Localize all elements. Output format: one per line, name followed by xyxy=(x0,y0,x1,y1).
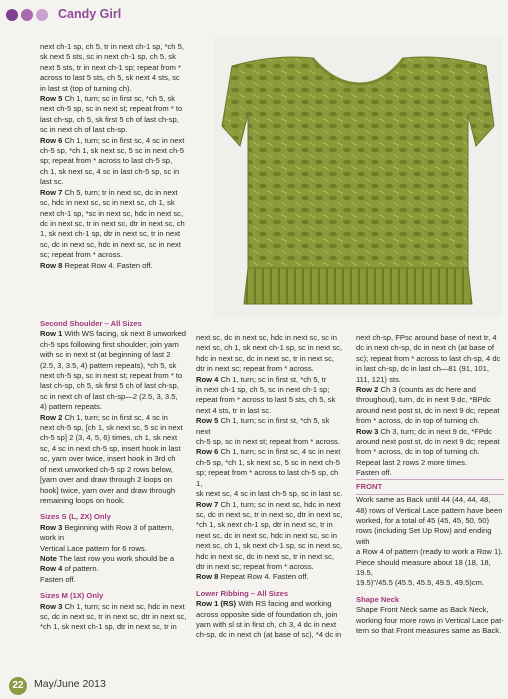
row-label: Row 3 xyxy=(40,601,63,611)
text-line: next sc, ch 1, sk next ch-1 sp, sc in next sc, xyxy=(196,343,343,353)
text-line: ch 1, sk next sc, 4 sc in last ch-5 sp, sc in xyxy=(40,166,180,176)
text-line: sc, dc in next sc, tr in next sc, dtr in next sc, xyxy=(40,611,187,621)
text-line: sk next sc, 4 sc in last ch-5 sp, sc in last sc. xyxy=(196,489,343,499)
row-label: Row 4 xyxy=(196,374,219,384)
page-header xyxy=(0,0,508,26)
text-line xyxy=(40,136,190,146)
row-text: Ch 1, turn; sc in next sc, hdc in next xyxy=(62,601,185,611)
text-line: dc in next ch-sp, dc in next ch (at base of xyxy=(356,343,495,353)
text-line: next sc, ch 1, sk next ch-1 sp, sc in next sc, xyxy=(196,541,343,551)
text-line: Sizes M (1X) Only xyxy=(40,591,104,601)
text-line xyxy=(196,416,344,437)
text-line: around next post st, dc in next 9 dc; repeat xyxy=(356,405,500,415)
text-line: 48) rows of Vertical Lace pattern have been xyxy=(356,505,503,515)
text-line: across opposite side of foundation ch, join xyxy=(196,609,338,619)
text-line: Sizes S (L, 2X) Only xyxy=(40,512,111,522)
text-line: worked, for a total of 45 (45, 45, 50, 50) xyxy=(356,515,489,525)
text-line: remaining loops on hook. xyxy=(40,495,125,505)
text-line xyxy=(196,375,344,385)
text-line: sc in next ch of last ch-sp. xyxy=(40,125,128,135)
text-line: sc in next ch of last ch-sp—2 (2.5, 3, 3.5, xyxy=(40,391,178,401)
text-line: sc, dc in next sc, hdc in next sc, sc in next xyxy=(40,239,181,249)
text-line: last ch-sp, ch 5, sk first 5 ch of last ch-sp, xyxy=(40,381,179,391)
row-label: Row 3 xyxy=(356,426,379,436)
text-line xyxy=(196,447,344,457)
text-line: next sc, dc in next sc, hdc in next sc, sc in xyxy=(196,530,337,540)
text-line: sc, yarn over twice, insert hook in 3rd ch xyxy=(40,454,176,464)
text-line: of next unworked ch-5 sp 2 rows below, xyxy=(40,464,173,474)
text-line: Shape Front Neck same as Back Neck, xyxy=(356,605,489,615)
row-text: Ch 1, turn; sc in first sc, *ch 5, sk xyxy=(62,94,176,104)
row-label: Row 4 xyxy=(40,564,63,574)
text-line: next 5 sts, tr in next ch-1 sp; repeat from * xyxy=(40,62,181,72)
text-line xyxy=(40,602,190,612)
text-line: with sc in next st (at beginning of last 2 xyxy=(40,350,171,360)
text-line: from * across, dc in top of turning ch. xyxy=(356,416,480,426)
text-line xyxy=(356,385,504,395)
text-line: next ch-5 sp, [ch 1, sk next sc, 5 sc in next xyxy=(40,423,183,433)
row-text: Ch 1, turn; sc in first st, *ch 5, tr xyxy=(218,374,327,384)
text-line: in last ch-sp, dc in last ch—81 (91, 101, xyxy=(356,364,489,374)
row-text: Repeat Row 4. Fasten off. xyxy=(62,260,153,270)
column-1-top xyxy=(40,42,190,271)
text-line: a Row 4 of pattern (ready to work a Row 1). xyxy=(356,547,503,557)
text-line: ch-sp, dc in next ch (at base of sc), *4 dc in xyxy=(196,630,342,640)
row-label: Row 5 xyxy=(40,94,63,104)
text-line: Fasten off. xyxy=(40,574,76,584)
text-line: ch-5 sp] 2 (3, 4, 5, 6) times, ch 1, sk next xyxy=(40,433,178,443)
text-line: next ch-1 sp, ch 5, tr in next ch-1 sp, *ch 5, xyxy=(40,42,184,51)
text-line: next ch-1 sp, *sc in next sc, hdc in next sc, xyxy=(40,208,184,218)
text-line xyxy=(196,500,344,510)
text-line xyxy=(40,188,190,198)
row-text: With RS facing and working xyxy=(236,599,332,609)
row-label: Row 8 xyxy=(196,572,219,582)
text-line: Fasten off. xyxy=(356,468,392,478)
text-line: sc, hdc in next sc, sc in next sc, ch 1, sk xyxy=(40,198,175,208)
text-line: hdc in next sc, dc in next sc, tr in next sc, xyxy=(196,551,335,561)
text-line: in next ch-1 sp, ch 5, sc in next ch-1 sp; xyxy=(196,385,330,395)
row-label: Row 1 xyxy=(40,329,63,339)
text-line: sc, dc in next sc, tr in next sc, dtr in next sc, xyxy=(196,509,343,519)
text-line xyxy=(40,564,190,574)
text-line: sp; repeat from * across to last ch-5 sp, xyxy=(40,156,173,166)
row-label: Row 3 xyxy=(40,522,63,532)
text-line: [yarn over and draw through 2 loops on xyxy=(40,475,173,485)
text-line: sc, 4 sc in next ch-5 sp, insert hook in last xyxy=(40,443,181,453)
text-line: tern so that Front measures same as Back. xyxy=(356,625,502,635)
row-text: Ch 1, turn; sc in next sc, hdc in next xyxy=(218,499,341,509)
text-line: hook] twice, yarn over and draw through xyxy=(40,485,176,495)
text-line: throughout), turn, dc in next 9 dc, *BPdc xyxy=(356,395,491,405)
text-line xyxy=(40,261,190,271)
text-line: repeat from * across to last 5 sts, ch 5, sk xyxy=(196,395,336,405)
row-text: Ch 1, turn; sc in first sc, 4 sc in next xyxy=(62,135,185,145)
row-label: Row 1 (RS) xyxy=(196,599,237,609)
column-2 xyxy=(196,333,344,641)
dot-3 xyxy=(36,9,48,21)
text-line: across to last 5 sts, ch 5, sk next 4 sts, sc xyxy=(40,73,180,83)
text-line xyxy=(40,413,190,423)
dot-2 xyxy=(21,9,33,21)
column-3 xyxy=(356,333,504,636)
text-line: next 4 sts, tr in last sc. xyxy=(196,405,272,415)
sweater-illustration xyxy=(214,36,502,318)
text-line: ch-5 sp, *ch 1, sk next sc, 5 sc in next ch-5 xyxy=(196,457,340,467)
text-line: sc; repeat from * across. xyxy=(40,250,123,260)
row-text: Beginning with Row 3 of pattern, work in xyxy=(40,522,174,543)
text-line: working four more rows in Vertical Lace pat- xyxy=(356,615,504,625)
row-text: Repeat Row 4. Fasten off. xyxy=(218,572,309,582)
text-line: hdc in next sc, dc in next sc, tr in next sc, xyxy=(196,353,335,363)
row-label: Row 7 xyxy=(40,187,63,197)
row-label: Row 5 xyxy=(196,416,219,426)
text-line: next sc, dc in next sc, hdc in next sc, sc in xyxy=(196,333,337,342)
text-line xyxy=(40,329,190,339)
row-text: Ch 1, turn; sc in first sc, 4 sc in xyxy=(62,412,168,422)
row-text: Ch 1, turn; sc in first sc, 4 sc in next xyxy=(218,447,341,457)
text-line: yarn with sl st in first ch, ch 3, 4 dc in next xyxy=(196,619,337,629)
text-line: Repeat last 2 rows 2 more times. xyxy=(356,457,467,467)
text-line: ch-5 sp, *ch 1, sk next sc, 5 sc in next ch-5 xyxy=(40,146,184,156)
row-label: Row 2 xyxy=(356,385,379,395)
text-line: *ch 1, sk next ch-1 sp, dtr in next sc, tr in xyxy=(196,520,333,530)
text-line: next ch-5 sp, sc in next st; repeat from * to xyxy=(40,371,183,381)
text-line: 1, sk next ch-1 sp, dtr in next sc, tr in next xyxy=(40,229,181,239)
row-label: Row 6 xyxy=(40,135,63,145)
page-number: 22 xyxy=(9,677,27,695)
row-text: Ch 3, turn; dc in next 9 dc, *FPdc xyxy=(378,426,492,436)
text-line: 111, 121) sts. xyxy=(356,374,401,384)
text-line: around next post st, dc in next 9 dc; repeat xyxy=(356,437,500,447)
row-label: Note xyxy=(40,553,57,563)
text-line: next ch-5 sp, sc in next st; repeat from * to xyxy=(40,104,183,114)
text-line: Vertical Lace pattern for 6 rows. xyxy=(40,543,147,553)
text-line: FRONT xyxy=(356,479,504,495)
row-text: of pattern. xyxy=(62,564,99,574)
page-footer xyxy=(0,670,508,699)
text-line: ch-5 sps following first shoulder; join yarn xyxy=(40,339,179,349)
text-line: last ch-sp, ch 5, sk first 5 ch of last ch-sp, xyxy=(40,114,179,124)
text-line xyxy=(40,554,190,564)
text-line: rows (including Set Up Row) and ending with xyxy=(356,526,492,546)
row-label: Row 7 xyxy=(196,499,219,509)
sweater-photo xyxy=(214,36,502,318)
text-line: last sc. xyxy=(40,177,64,187)
text-line: Shape Neck xyxy=(356,594,400,604)
text-line: sc); repeat from * across to last ch-sp, 4 dc xyxy=(356,353,501,363)
issue-date: May/June 2013 xyxy=(34,678,106,690)
text-line: dc in next sc, tr in next sc, dtr in next sc, ch xyxy=(40,218,185,228)
text-line xyxy=(40,523,190,544)
text-line: dtr in next sc; repeat from * across. xyxy=(196,561,314,571)
dot-1 xyxy=(6,9,18,21)
text-line: sk next 5 sts, sc in next ch-1 sp, ch 5, sk xyxy=(40,52,176,62)
text-line: (2.5, 3, 3.5, 4) pattern repeats), *ch 5, sk xyxy=(40,360,177,370)
text-line: 19.5)"/45.5 (45.5, 45.5, 49.5, 49.5)cm. xyxy=(356,578,485,588)
text-line xyxy=(356,427,504,437)
text-line: Work same as Back until 44 (44, 44, 48, xyxy=(356,495,491,505)
text-line xyxy=(40,94,190,104)
text-line xyxy=(196,599,344,609)
text-line: dtr in next sc; repeat from * across. xyxy=(196,364,314,374)
text-line: Lower Ribbing – All Sizes xyxy=(196,588,289,598)
row-text: Ch 5, turn; tr in next sc, dc in next xyxy=(62,187,178,197)
text-line: 4) pattern repeats. xyxy=(40,402,103,412)
row-text: The last row you work should be a xyxy=(56,553,175,563)
row-label: Row 6 xyxy=(196,447,219,457)
text-line: *ch 1, sk next ch-1 sp, dtr in next sc, tr in xyxy=(40,622,177,632)
row-label: Row 8 xyxy=(40,260,63,270)
row-text: Ch 1, turn; sc in first st, *ch 5, sk next xyxy=(196,416,330,436)
text-line: next ch-sp, FPsc around base of next tr, 4 xyxy=(356,333,497,342)
text-line: ch-5 sp, sc in next st; repeat from * across. xyxy=(196,437,340,447)
row-text: With WS facing, sk next 8 unworked xyxy=(62,329,187,339)
text-line: in last st (top of turning ch). xyxy=(40,83,132,93)
text-line: Second Shoulder – All Sizes xyxy=(40,319,142,328)
row-label: Row 2 xyxy=(40,412,63,422)
text-line: sp; repeat from * across to last ch-5 sp, ch 1, xyxy=(196,468,339,488)
row-text: Ch 3 (counts as dc here and xyxy=(378,385,476,395)
pattern-title: Candy Girl xyxy=(58,7,122,21)
text-line: Piece should measure about 18 (18, 18, 19.5, xyxy=(356,557,491,577)
header-dots xyxy=(6,9,48,21)
text-line xyxy=(196,572,344,582)
text-line: from * across, dc in top of turning ch. xyxy=(356,447,480,457)
column-1-bottom xyxy=(40,313,190,633)
